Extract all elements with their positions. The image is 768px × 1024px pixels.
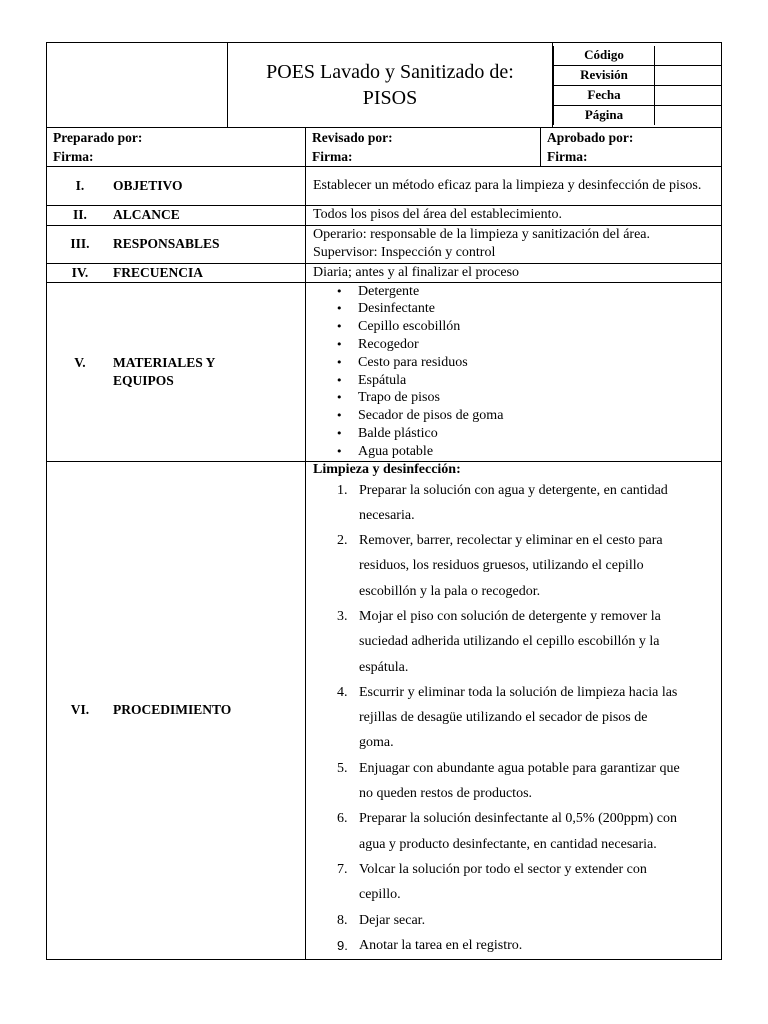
step-line: escobillón y la pala o recogedor. bbox=[359, 583, 541, 599]
meta-table bbox=[553, 46, 721, 125]
procedure-steps bbox=[313, 478, 715, 959]
step-line: Escurrir y eliminar toda la solución de limpieza hacia las bbox=[359, 684, 678, 700]
content-line: Operario: responsable de la limpieza y sanitización del área. bbox=[313, 227, 651, 242]
section-label bbox=[113, 354, 215, 390]
procedure-step bbox=[313, 528, 715, 604]
section-heading bbox=[47, 263, 306, 282]
list-item: • Cepillo escobillón bbox=[358, 318, 721, 336]
step-line: Mojar el piso con solución de detergente y remover la bbox=[359, 608, 661, 624]
list-item: • Desinfectante bbox=[358, 300, 721, 318]
list-item: • Trapo de pisos bbox=[358, 389, 721, 407]
step-line: no queden restos de productos. bbox=[359, 786, 533, 802]
section-label: FRECUENCIA bbox=[113, 264, 204, 280]
section-number: VI. bbox=[70, 702, 90, 717]
list-item: • Cesto para residuos bbox=[358, 354, 721, 372]
section-heading bbox=[47, 461, 306, 959]
procedure-step bbox=[313, 680, 715, 756]
section-row-responsables bbox=[47, 225, 722, 263]
list-item: • Agua potable bbox=[358, 443, 721, 461]
step-number: 4. bbox=[337, 684, 348, 700]
list-item: • Detergente bbox=[358, 283, 721, 301]
section-label: PROCEDIMIENTO bbox=[113, 702, 232, 717]
step-line: residuos, los residuos gruesos, utilizando el cepillo bbox=[359, 558, 644, 574]
step-line: cepillo. bbox=[359, 887, 401, 903]
section-heading bbox=[47, 205, 306, 225]
section-heading bbox=[47, 167, 306, 205]
reviewed-signature-label: Firma: bbox=[312, 149, 353, 164]
section-content: Establecer un método eficaz para la limpieza y desinfección de pisos. bbox=[306, 167, 722, 205]
label-line: MATERIALES Y bbox=[113, 354, 216, 370]
procedure-step bbox=[313, 806, 715, 857]
label-line: EQUIPOS bbox=[113, 372, 174, 388]
document-header bbox=[46, 42, 722, 128]
prepared-signature-label: Firma: bbox=[53, 149, 94, 164]
section-label: RESPONSABLES bbox=[113, 236, 220, 251]
step-line: Remover, barrer, recolectar y eliminar en el cesto para bbox=[359, 533, 663, 549]
procedure-content bbox=[306, 461, 722, 959]
poes-document bbox=[46, 42, 722, 960]
signature-row bbox=[46, 128, 722, 167]
meta-value-codigo bbox=[655, 46, 722, 66]
prepared-by-label: Preparado por: bbox=[53, 130, 143, 145]
step-line: espátula. bbox=[359, 659, 409, 675]
meta-label-pagina: Página bbox=[554, 105, 655, 125]
step-number: 5. bbox=[337, 760, 348, 776]
approved-by-label: Aprobado por: bbox=[547, 130, 634, 145]
step-line: agua y producto desinfectante, en cantidad necesaria. bbox=[359, 836, 657, 852]
section-content bbox=[306, 225, 722, 263]
step-line: Enjuagar con abundante agua potable para garantizar que bbox=[359, 760, 680, 776]
approved-signature-label: Firma: bbox=[547, 149, 588, 164]
step-line: Anotar la tarea en el registro. bbox=[359, 937, 523, 953]
content-line: Supervisor: Inspección y control bbox=[313, 245, 496, 260]
procedure-table bbox=[46, 167, 722, 960]
step-line: rejillas de desagüe utilizando el secador de pisos de bbox=[359, 710, 648, 726]
procedure-step bbox=[313, 604, 715, 680]
meta-label-fecha: Fecha bbox=[554, 85, 655, 105]
list-item: • Espátula bbox=[358, 372, 721, 390]
step-number: 2. bbox=[337, 533, 348, 549]
section-content: Diaria; antes y al finalizar el proceso bbox=[306, 263, 722, 282]
list-item: • Recogedor bbox=[358, 336, 721, 354]
step-number: 6. bbox=[337, 811, 348, 827]
list-item: • Balde plástico bbox=[358, 425, 721, 443]
procedure-heading: Limpieza y desinfección: bbox=[313, 461, 461, 477]
meta-value-revision bbox=[655, 65, 722, 85]
meta-value-pagina bbox=[655, 105, 722, 125]
procedure-step bbox=[313, 857, 715, 908]
meta-label-revision: Revisión bbox=[554, 65, 655, 85]
procedure-step bbox=[313, 933, 715, 958]
list-item: • Secador de pisos de goma bbox=[358, 407, 721, 425]
materials-list-cell bbox=[306, 282, 722, 461]
procedure-step bbox=[313, 908, 715, 933]
procedure-step bbox=[313, 478, 715, 529]
step-line: suciedad adherida utilizando el cepillo escobillón y la bbox=[359, 634, 660, 650]
materials-list bbox=[306, 283, 721, 461]
section-number: III. bbox=[70, 236, 90, 251]
section-label: OBJETIVO bbox=[113, 177, 183, 193]
step-line: Preparar la solución con agua y detergente, en cantidad bbox=[359, 482, 668, 498]
document-title bbox=[228, 43, 553, 128]
step-number: 3. bbox=[337, 608, 348, 624]
reviewed-by-cell bbox=[306, 128, 541, 167]
section-row-alcance bbox=[47, 205, 722, 225]
section-row-objetivo bbox=[47, 167, 722, 205]
reviewed-by-label: Revisado por: bbox=[312, 130, 393, 145]
section-content: Todos los pisos del área del establecimiento. bbox=[306, 205, 722, 225]
step-line: Dejar secar. bbox=[359, 912, 426, 928]
step-number: 7. bbox=[337, 861, 348, 877]
section-label: ALCANCE bbox=[113, 207, 180, 222]
section-heading bbox=[47, 282, 306, 461]
title-line-2: PISOS bbox=[362, 87, 418, 109]
logo-cell bbox=[47, 43, 228, 128]
procedure-step bbox=[313, 756, 715, 807]
section-number: II. bbox=[73, 207, 87, 222]
section-number: V. bbox=[74, 354, 86, 370]
prepared-by-cell bbox=[47, 128, 306, 167]
approved-by-cell bbox=[541, 128, 722, 167]
section-heading bbox=[47, 225, 306, 263]
section-row-materiales bbox=[47, 282, 722, 461]
step-line: Volcar la solución por todo el sector y extender con bbox=[359, 861, 647, 877]
step-number: 9. bbox=[337, 937, 348, 953]
title-line-1: POES Lavado y Sanitizado de: bbox=[266, 61, 514, 83]
section-number: I. bbox=[75, 177, 85, 193]
section-row-frecuencia bbox=[47, 263, 722, 282]
section-row-procedimiento bbox=[47, 461, 722, 959]
meta-label-codigo: Código bbox=[554, 46, 655, 66]
meta-value-fecha bbox=[655, 85, 722, 105]
step-number: 1. bbox=[337, 482, 348, 498]
step-number: 8. bbox=[337, 912, 348, 928]
step-line: Preparar la solución desinfectante al 0,5% (200ppm) con bbox=[359, 811, 678, 827]
step-line: necesaria. bbox=[359, 507, 415, 523]
step-line: goma. bbox=[359, 735, 394, 751]
section-number: IV. bbox=[71, 264, 89, 280]
meta-cell bbox=[553, 43, 722, 128]
